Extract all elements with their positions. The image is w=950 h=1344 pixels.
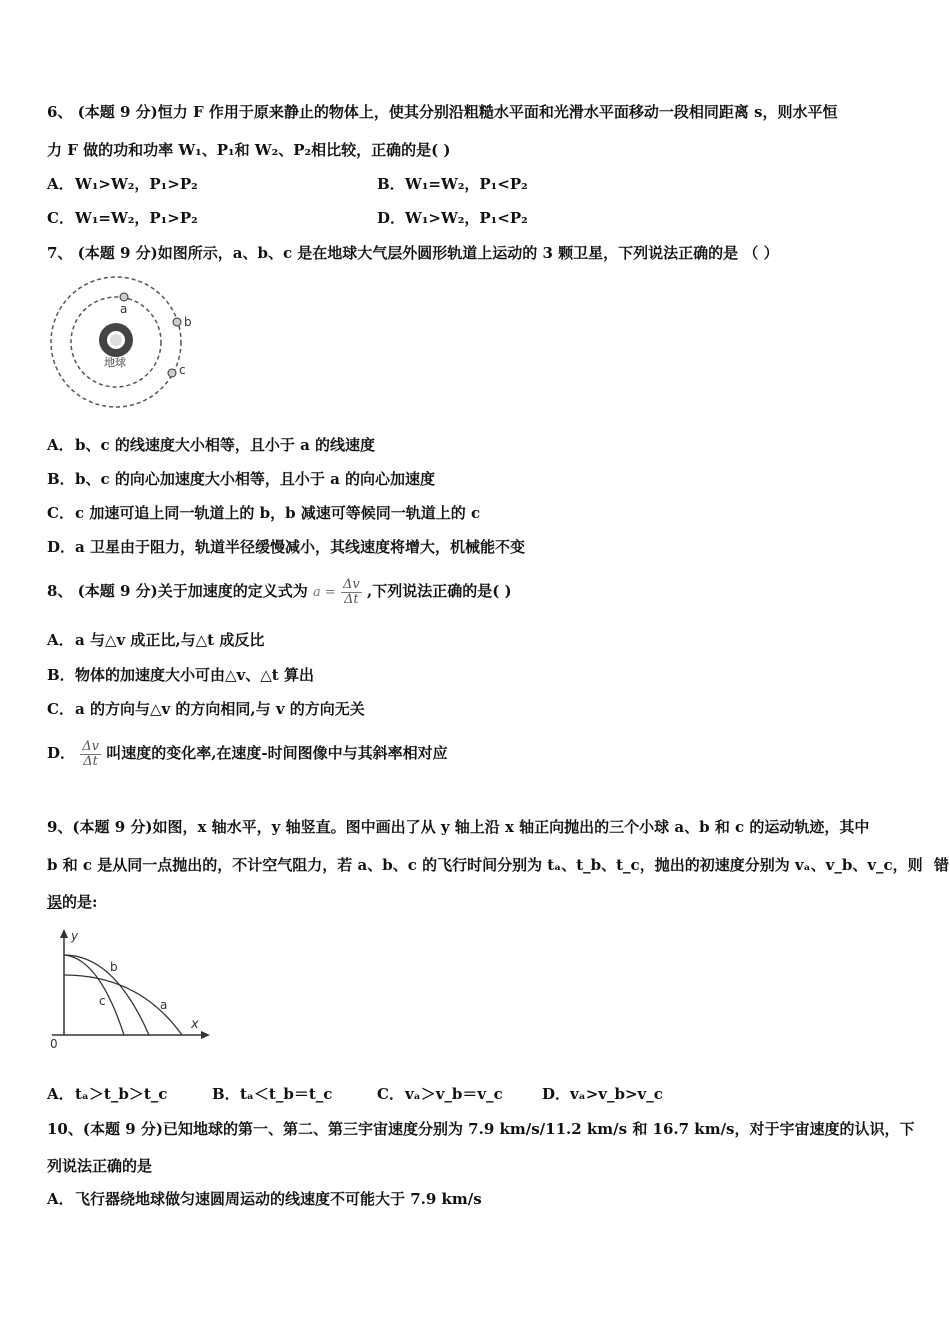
option-text: W₁=W₂，P₁>P₂ bbox=[75, 209, 198, 227]
trajectory-b-label: b bbox=[110, 960, 118, 974]
q8-prefix: 8、 (本题 9 分)关于加速度的定义式为 bbox=[47, 582, 308, 600]
q6-line1: 6、 (本题 9 分)恒力 F 作用于原来静止的物体上，使其分别沿粗糙水平面和光滑水平面移动一段相同距离 s，则水平恒 bbox=[47, 103, 838, 121]
q9-emphasis-mark: 误 bbox=[47, 893, 63, 911]
q9-option-c bbox=[377, 1084, 503, 1104]
x-axis-arrow bbox=[201, 1031, 210, 1039]
q9-line2-tail: 错 bbox=[933, 856, 949, 874]
option-label: B． bbox=[47, 470, 75, 488]
option-label: C． bbox=[47, 700, 74, 718]
option-label: A． bbox=[47, 1190, 74, 1208]
satellite-c-label: c bbox=[179, 363, 186, 377]
option-text: a 与△v 成正比,与△t 成反比 bbox=[75, 631, 265, 649]
projectile-trajectory-figure bbox=[44, 925, 219, 1055]
option-text: a 的方向与△v 的方向相同,与 v 的方向无关 bbox=[75, 700, 365, 718]
q7-option-b bbox=[47, 469, 435, 489]
q7-line1: 7、 (本题 9 分)如图所示，a、b、c 是在地球大气层外圆形轨道上运动的 3 颗卫星，下列说法正确的是 （ ） bbox=[47, 244, 779, 262]
q10-option-a bbox=[47, 1189, 482, 1209]
q9-option-b bbox=[212, 1084, 332, 1104]
trajectory-c-label: c bbox=[99, 994, 106, 1008]
option-label: A． bbox=[47, 631, 74, 649]
formula-lhs: a = bbox=[312, 585, 336, 600]
q9-option-a bbox=[47, 1084, 167, 1104]
option-text: b、c 的向心加速度大小相等，且小于 a 的向心加速度 bbox=[75, 470, 436, 488]
rate-denominator: Δt bbox=[83, 753, 98, 769]
option-text: vₐ＞v_b＝v_c bbox=[405, 1085, 503, 1103]
option-text: W₁>W₂，P₁>P₂ bbox=[75, 175, 198, 193]
q9-line3-rest: 的是: bbox=[62, 893, 98, 911]
option-label: D． bbox=[377, 209, 406, 227]
q6-option-b bbox=[377, 174, 528, 194]
q9-line2 bbox=[47, 855, 949, 875]
y-axis-arrow bbox=[60, 929, 68, 938]
option-label: C． bbox=[47, 504, 74, 522]
q7-option-d bbox=[47, 537, 525, 557]
q8-option-b bbox=[47, 665, 314, 685]
option-text: tₐ＜t_b＝t_c bbox=[240, 1085, 333, 1103]
q9-line1: 9、(本题 9 分)如图，x 轴水平，y 轴竖直。图中画出了从 y 轴上沿 x 轴正向抛出的三个小球 a、b 和 c 的运动轨迹，其中 bbox=[47, 818, 870, 836]
q7-option-c bbox=[47, 503, 480, 523]
q8-stem bbox=[47, 573, 512, 611]
q9-option-d bbox=[542, 1084, 663, 1104]
q6-option-a bbox=[47, 174, 198, 194]
satellite-c bbox=[168, 369, 176, 377]
q8-option-d bbox=[47, 733, 448, 773]
q10-line1: 10、(本题 9 分)已知地球的第一、第二、第三宇宙速度分别为 7.9 km/s/11.2 km/s 和 16.7 km/s，对于宇宙速度的认识，下 bbox=[47, 1120, 915, 1138]
option-text: 飞行器绕地球做匀速圆周运动的线速度不可能大于 7.9 km/s bbox=[75, 1190, 482, 1208]
q6-option-d bbox=[377, 208, 528, 228]
option-label: B． bbox=[212, 1085, 240, 1103]
satellite-orbit-figure bbox=[44, 275, 204, 415]
satellite-b bbox=[173, 318, 181, 326]
y-axis-label: y bbox=[71, 929, 79, 943]
option-text: W₁>W₂，P₁<P₂ bbox=[405, 209, 528, 227]
q8-option-a bbox=[47, 630, 264, 650]
trajectory-b bbox=[64, 955, 149, 1035]
q8-option-c bbox=[47, 699, 365, 719]
option-label: D． bbox=[47, 744, 76, 762]
option-label: A． bbox=[47, 175, 74, 193]
satellite-a-label: a bbox=[120, 302, 128, 316]
option-label: B． bbox=[377, 175, 405, 193]
q7-option-a bbox=[47, 435, 375, 455]
q9-line2-text: b 和 c 是从同一点抛出的，不计空气阻力，若 a、b、c 的飞行时间分别为 tₐ、t_b、t_c，抛出的初速度分别为 vₐ、v_b、v_c，则 bbox=[47, 856, 923, 874]
option-text: 物体的加速度大小可由△v、△t 算出 bbox=[75, 666, 314, 684]
origin-label: 0 bbox=[50, 1037, 58, 1051]
trajectory-a-label: a bbox=[160, 998, 168, 1012]
option-label: B． bbox=[47, 666, 75, 684]
option-label: D． bbox=[47, 538, 76, 556]
option-label: A． bbox=[47, 436, 74, 454]
option-text: vₐ>v_b>v_c bbox=[570, 1085, 663, 1103]
q10-line2: 列说法正确的是 bbox=[47, 1157, 153, 1175]
q8-suffix: ,下列说法正确的是( ) bbox=[366, 582, 512, 600]
q6-line2: 力 F 做的功和功率 W₁、P₁和 W₂、P₂相比较，正确的是( ) bbox=[47, 141, 451, 159]
q6-option-c bbox=[47, 208, 198, 228]
option-label: C． bbox=[377, 1085, 404, 1103]
option-text: c 加速可追上同一轨道上的 b，b 减速可等候同一轨道上的 c bbox=[75, 504, 481, 522]
option-text: W₁=W₂，P₁<P₂ bbox=[405, 175, 528, 193]
option-text: tₐ＞t_b＞t_c bbox=[75, 1085, 168, 1103]
option-text: a 卫星由于阻力，轨道半径缓慢减小，其线速度将增大，机械能不变 bbox=[75, 538, 525, 556]
formula-numerator: Δv bbox=[343, 576, 360, 592]
satellite-a bbox=[120, 293, 128, 301]
option-label: C． bbox=[47, 209, 74, 227]
formula-denominator: Δt bbox=[344, 591, 359, 607]
option-text: b、c 的线速度大小相等，且小于 a 的线速度 bbox=[75, 436, 376, 454]
option-label: A． bbox=[47, 1085, 74, 1103]
rate-numerator: Δv bbox=[82, 738, 99, 754]
satellite-b-label: b bbox=[184, 315, 192, 329]
option-label: D． bbox=[542, 1085, 571, 1103]
earth-core bbox=[110, 334, 122, 346]
x-axis-label: x bbox=[191, 1017, 199, 1032]
earth-label: 地球 bbox=[104, 356, 126, 369]
rate-fraction bbox=[80, 740, 101, 769]
option-text: 叫速度的变化率,在速度-时间图像中与其斜率相对应 bbox=[106, 744, 448, 762]
q9-line3 bbox=[47, 892, 98, 912]
formula-fraction bbox=[341, 578, 362, 607]
